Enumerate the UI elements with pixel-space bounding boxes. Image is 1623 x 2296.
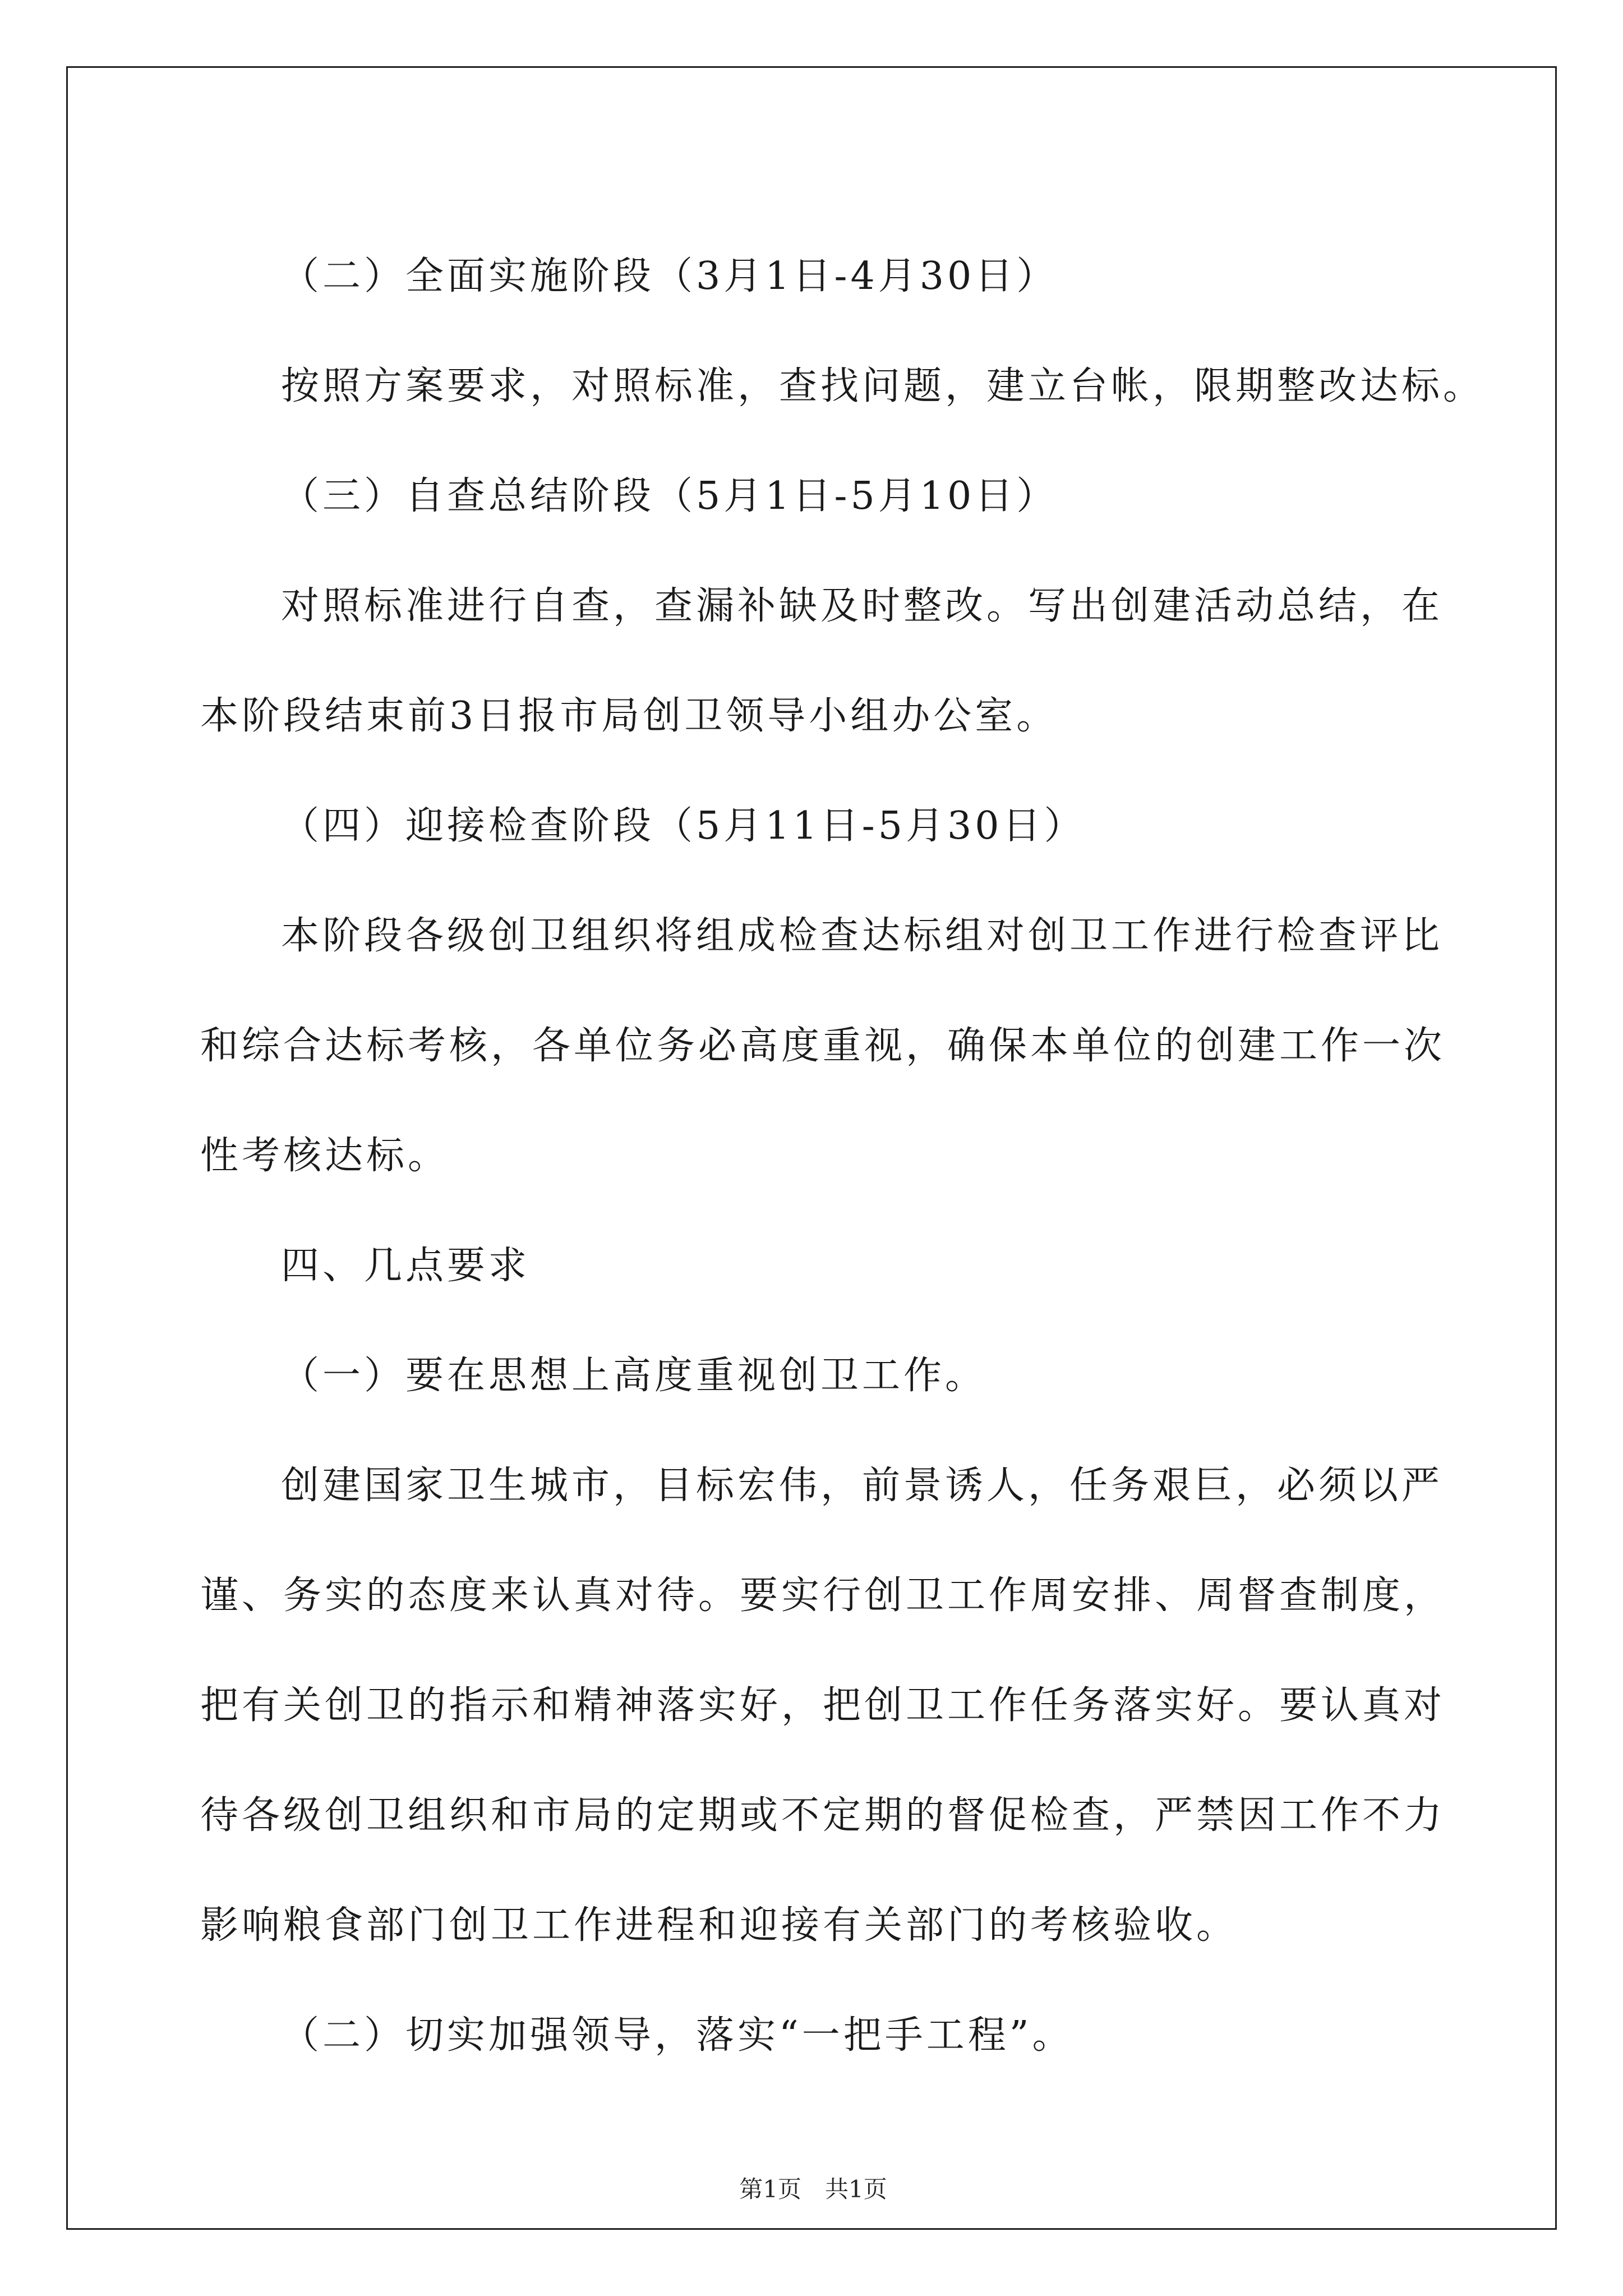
paragraph-line: 和综合达标考核，各单位务必高度重视，确保本单位的创建工作一次 — [200, 1024, 1446, 1068]
paragraph-line: 对照标准进行自查，查漏补缺及时整改。写出创建活动总结，在 — [281, 584, 1444, 628]
paragraph-line: 本阶段各级创卫组织将组成检查达标组对创卫工作进行检查评比 — [281, 914, 1444, 958]
page-frame — [66, 66, 1557, 2230]
section-heading: （四）迎接检查阶段（5月11日-5月30日） — [281, 804, 1086, 848]
paragraph-line: 创建国家卫生城市，目标宏伟，前景诱人，任务艰巨，必须以严 — [281, 1464, 1444, 1508]
section-heading: （一）要在思想上高度重视创卫工作。 — [281, 1354, 987, 1398]
document-body — [200, 68, 1518, 2231]
paragraph-line: 把有关创卫的指示和精神落实好，把创卫工作任务落实好。要认真对 — [200, 1683, 1446, 1728]
page-number-footer: 第1页 共1页 — [739, 2175, 887, 2203]
paragraph-line: 待各级创卫组织和市局的定期或不定期的督促检查，严禁因工作不力 — [200, 1793, 1446, 1838]
paragraph-line: 性考核达标。 — [200, 1134, 450, 1178]
section-heading: 四、几点要求 — [281, 1244, 531, 1288]
paragraph-line: 影响粮食部门创卫工作进程和迎接有关部门的考核验收。 — [200, 1903, 1238, 1948]
section-heading: （三）自查总结阶段（5月1日-5月10日） — [281, 474, 1058, 518]
section-heading: （二）全面实施阶段（3月1日-4月30日） — [281, 254, 1058, 298]
paragraph-line: 按照方案要求，对照标准，查找问题，建立台帐，限期整改达标。 — [281, 364, 1485, 408]
paragraph-line: 本阶段结束前3日报市局创卫领导小组办公室。 — [200, 694, 1058, 738]
section-heading: （二）切实加强领导，落实“一把手工程”。 — [281, 2013, 1074, 2058]
paragraph-line: 谨、务实的态度来认真对待。要实行创卫工作周安排、周督查制度， — [200, 1573, 1446, 1618]
